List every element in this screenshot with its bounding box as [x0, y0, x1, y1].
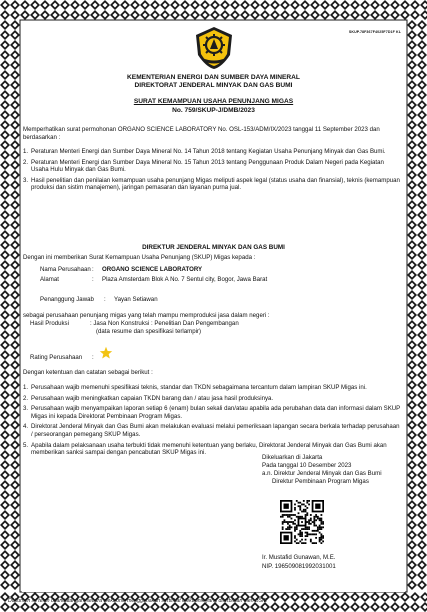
product-row: Hasil Produksi : Jasa Non Konstruksi : Penelitian Dan Pengembangan (data resume dan spesifikasi terlampir)	[30, 320, 239, 335]
list-item: 5. Apabila dalam pelaksanaan usaha terbukti tidak memenuhi ketentuan yang berlaku, Direktorat Jenderal Minyak dan Gas Bumi akan memberikan sanksi sampai dengan pencabutan SKUP Migas ini.	[23, 441, 387, 457]
rating-star	[100, 347, 112, 359]
product-note: (data resume dan spesifikasi terlampir)	[96, 327, 201, 335]
footer-note: Dokumen ini telah ditandatangani secara elektronik menggunakan sertifikat elektronik yang diterbitkan oleh BSrE	[8, 598, 268, 604]
list-item: 2. Perusahaan wajib meningkatkan capaian TKDN barang dan / atau jasa hasil produksinya.	[23, 394, 274, 402]
company-address-row: Alamat : Plaza Amsterdam Blok A No. 7 Sentul city, Bogor, Jawa Barat	[40, 276, 268, 283]
grant-paragraph: Dengan ini memberikan Surat Kemampuan Usaha Penunjang (SKUP) Migas kepada :	[23, 254, 256, 261]
list-item: 1. Peraturan Menteri Energi dan Sumber Daya Mineral No. 14 Tahun 2018 tentang Kegiatan Usaha Penunjang Minyak dan Gas Bumi.	[23, 148, 386, 155]
signer-name: Ir. Mustafid Gunawan, M.E.	[262, 554, 336, 561]
letter-number: No. 759/SKUP-J/DMB/2023	[172, 106, 255, 114]
intro-paragraph: Memperhatikan surat permohonan ORGANO SCIENCE LABORATORY No. OSL-153/ADM/IX/2023 tanggal 11 September 2023 dan berdasarkan :	[23, 126, 380, 141]
director-heading: DIREKTUR JENDERAL MINYAK DAN GAS BUMI	[142, 244, 285, 251]
letter-title: SURAT KEMAMPUAN USAHA PENUNJANG MIGAS	[133, 98, 294, 105]
considerations-list	[23, 148, 401, 195]
issue-place: Dikeluarkan di Jakarta	[262, 454, 323, 461]
list-item: 4. Direktorat Jenderal Minyak dan Gas Bumi akan melakukan evaluasi melalui pemeriksaan lapangan secara berkala terhadap perusahaan / perseorangan pemegang SKUP Migas.	[23, 423, 400, 438]
qr-code[interactable]	[280, 500, 324, 544]
company-pic-row: Penanggung Jawab : Yayan Setiawan	[40, 296, 158, 303]
signer-nip: NIP. 196509081992031001	[262, 563, 336, 570]
company-address: Plaza Amsterdam Blok A No. 7 Sentul city, Bogor, Jawa Barat	[102, 276, 268, 283]
document-body	[22, 22, 405, 592]
company-name-row: Nama Perusahaan : ORGANO SCIENCE LABORATORY	[40, 266, 203, 273]
list-item: 1. Perusahaan wajib memenuhi spesifikasi teknis, standar dan TKDN sebagaimana tercantum dalam lampiran SKUP Migas ini.	[23, 384, 367, 391]
ministry-logo-icon	[192, 25, 236, 71]
ministry-name: KEMENTERIAN ENERGI DAN SUMBER DAYA MINERAL	[127, 74, 300, 81]
rating-row: Rating Perusahaan :	[30, 354, 94, 361]
terms-list	[23, 384, 401, 460]
list-item: 3. Hasil penelitian dan penilaian kemampuan usaha penunjang Migas meliputi aspek legal (status usaha dan finansial), teknis (kemampuan produksi dan sistim manajemen), jaringan pemasaran dan layanan purna jual.	[23, 176, 400, 192]
directorate-name: DIREKTORAT JENDERAL MINYAK DAN GAS BUMI	[134, 82, 293, 89]
list-item: 3. Perusahaan wajib menyampaikan laporan setiap 6 (enam) bulan sekali dan/atau apabila ada perubahan data dan informasi dalam SKUP Migas ini kepada Direktorat Pembinaan Program Migas.	[23, 405, 401, 420]
company-name: ORGANO SCIENCE LABORATORY	[102, 266, 203, 273]
company-pic: Yayan Setiawan	[114, 296, 158, 303]
on-behalf: a.n. Direktur Jenderal Minyak dan Gas Bumi	[262, 470, 382, 477]
capability-paragraph: sebagai perusahaan penunjang migas yang telah mampu memproduksi jasa dalam negeri :	[23, 312, 270, 319]
rating-star-icon	[99, 346, 113, 360]
document-number: SKUP.78F367F4025F7D1F KL	[348, 30, 401, 34]
list-item: 2. Peraturan Menteri Energi dan Sumber Daya Mineral No. 15 Tahun 2013 tentang Penggunaan Produk Dalam Negeri pada Kegiatan Usaha Hulu Minyak dan Gas Bumi.	[23, 158, 384, 174]
issue-date: Pada tanggal 10 Desember 2023	[262, 462, 352, 469]
signer-position: Direktur Pembinaan Program Migas	[272, 478, 369, 485]
terms-intro: Dengan ketentuan dan catatan sebagai berikut :	[23, 369, 153, 376]
product-value: : Jasa Non Konstruksi : Penelitian Dan Pengembangan	[90, 320, 239, 327]
